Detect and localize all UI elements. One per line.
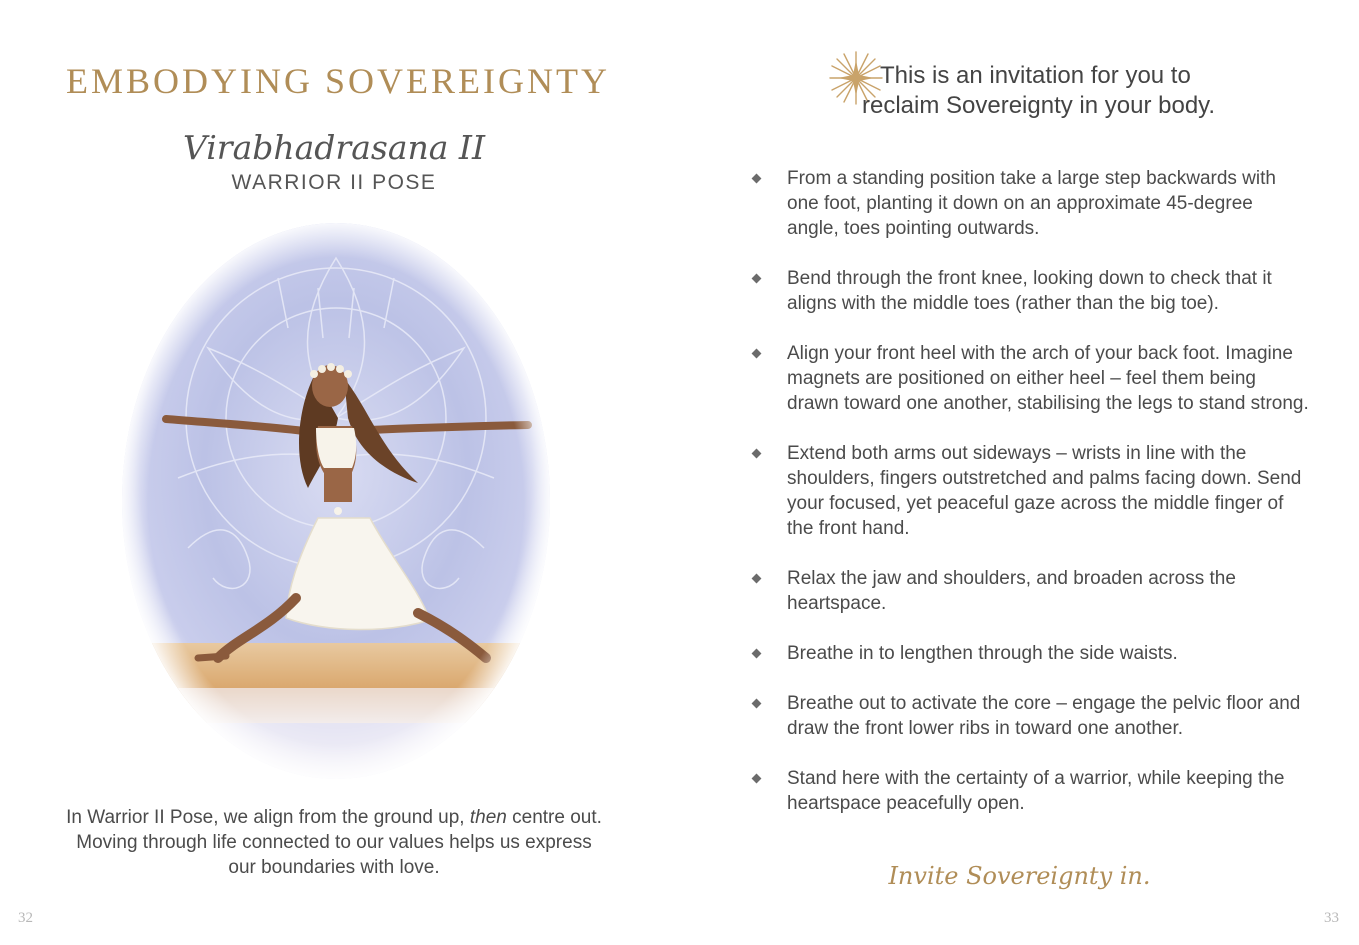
list-item — [680, 691, 1359, 741]
list-item — [680, 766, 1359, 816]
diamond-bullet-icon — [752, 649, 762, 659]
list-item — [680, 166, 1359, 241]
step-text: Stand here with the certainty of a warrior, while keeping the heartspace peacefully open. — [787, 768, 1285, 814]
diamond-bullet-icon — [752, 574, 762, 584]
list-item — [680, 641, 1359, 666]
list-item — [680, 566, 1359, 616]
caption-text-2: centre out. Moving through life connected to our values helps us express our boundaries with love. — [76, 807, 602, 878]
step-text: Breathe in to lengthen through the side waists. — [787, 643, 1178, 664]
page-number-left: 32 — [18, 910, 33, 926]
page-number-right: 33 — [1324, 910, 1339, 926]
right-page — [680, 0, 1359, 945]
list-item — [680, 266, 1359, 316]
invitation-line-1: This is an invitation for you to — [880, 62, 1191, 89]
diamond-bullet-icon — [752, 774, 762, 784]
closing-phrase: Invite Sovereignty in. — [888, 862, 1151, 890]
diamond-bullet-icon — [752, 174, 762, 184]
step-text: Breathe out to activate the core – engage the pelvic floor and draw the front lower ribs in toward one another. — [787, 693, 1301, 739]
invitation-line-2: reclaim Sovereignty in your body. — [862, 92, 1216, 119]
caption-text-1: In Warrior II Pose, we align from the ground up, — [66, 807, 470, 828]
diamond-bullet-icon — [752, 449, 762, 459]
list-item — [680, 341, 1359, 416]
page-title: EMBODYING SOVEREIGNTY — [66, 61, 610, 101]
invitation-heading — [828, 50, 1268, 130]
instruction-list — [680, 166, 1359, 841]
list-item — [680, 441, 1359, 541]
diamond-bullet-icon — [752, 349, 762, 359]
warrior-pose-illustration — [118, 218, 554, 784]
caption-emphasis: then — [469, 807, 507, 828]
diamond-bullet-icon — [752, 274, 762, 284]
step-text: Extend both arms out sideways – wrists in line with the shoulders, fingers outstretched and palms facing down. Send your focused, yet peaceful gaze across the middle finger of the front hand. — [787, 443, 1302, 539]
step-text: Bend through the front knee, looking down to check that it aligns with the middle toes (rather than the big toe). — [787, 268, 1272, 314]
step-text: From a standing position take a large step backwards with one foot, planting it down on an approximate 45-degree angle, toes pointing outwards. — [787, 168, 1276, 239]
diamond-bullet-icon — [752, 699, 762, 709]
pose-sanskrit-name: Virabhadrasana II — [183, 128, 485, 167]
step-text: Relax the jaw and shoulders, and broaden across the heartspace. — [787, 568, 1236, 614]
pose-caption — [60, 805, 608, 880]
step-text: Align your front heel with the arch of your back foot. Imagine magnets are positioned on either heel – feel them being drawn toward one another, stabilising the legs to stand strong. — [787, 343, 1309, 414]
pose-english-name: WARRIOR II POSE — [231, 171, 437, 194]
